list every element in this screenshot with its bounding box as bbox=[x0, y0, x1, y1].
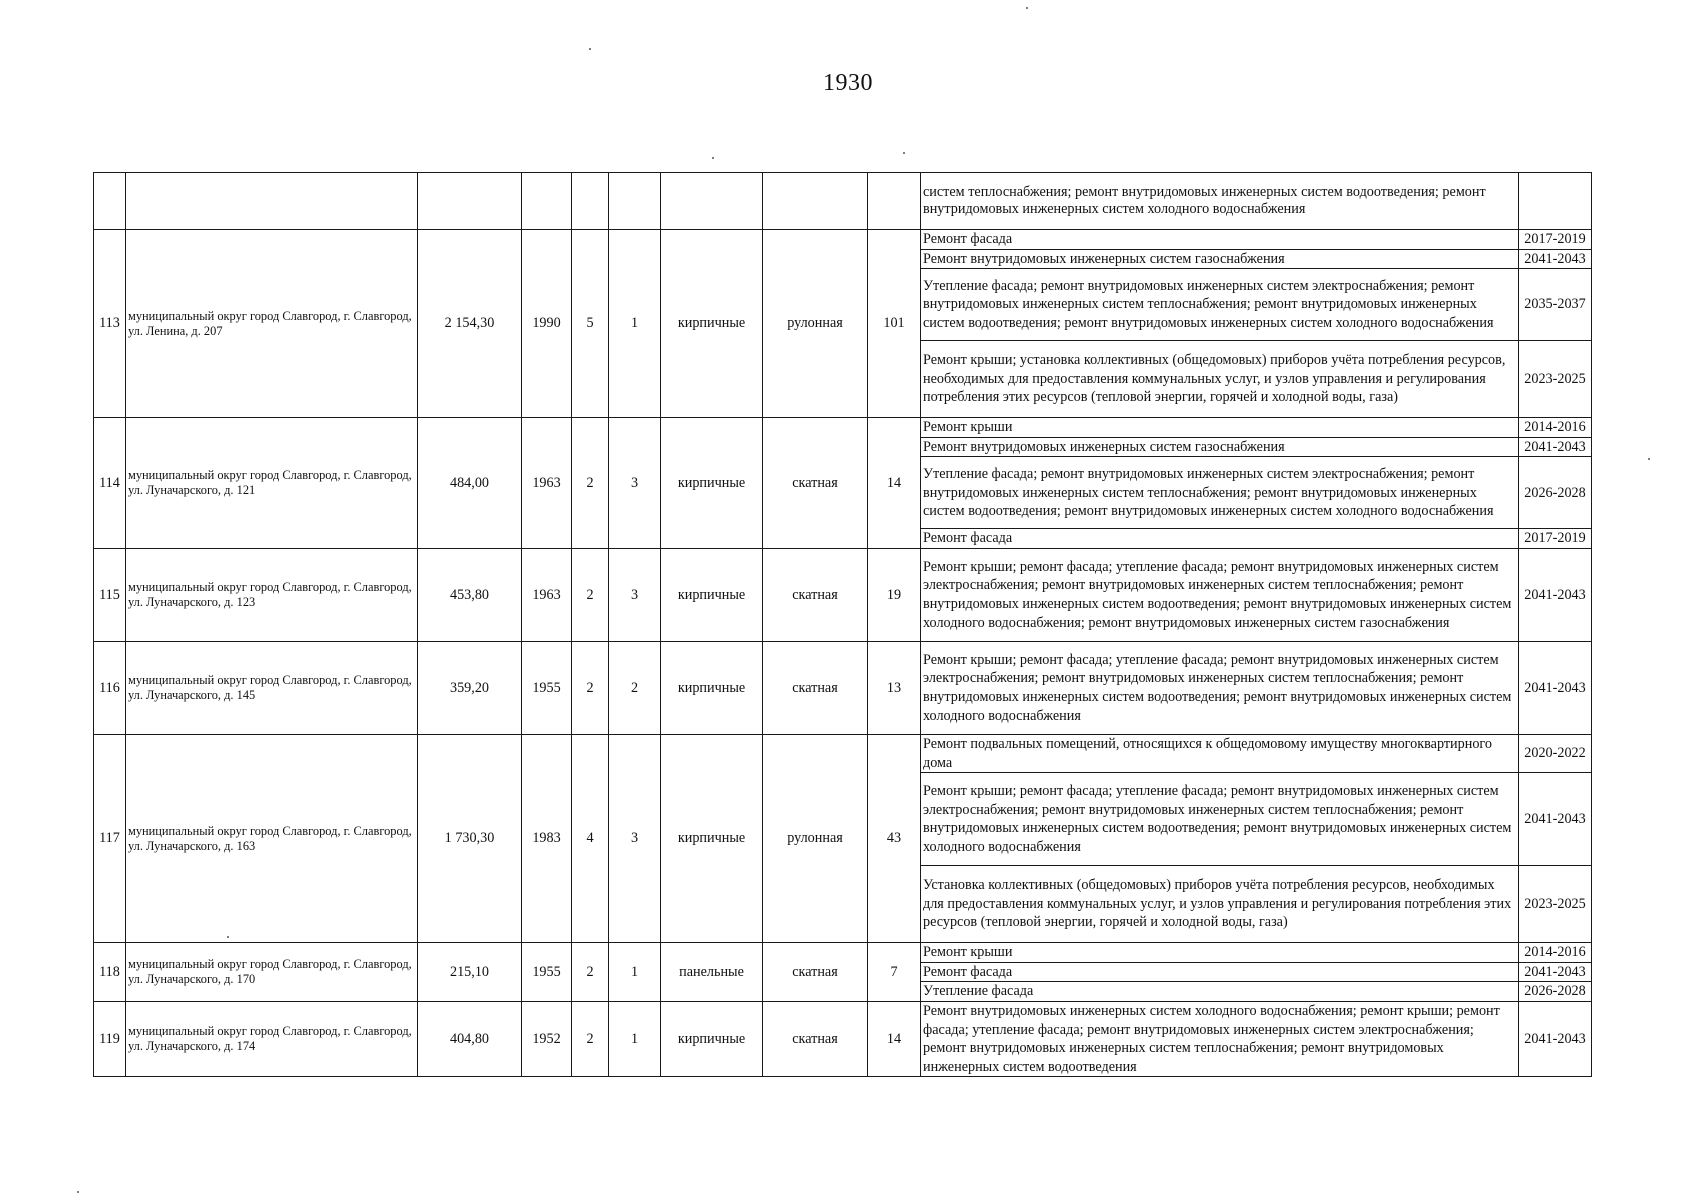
floor-count: 4 bbox=[572, 734, 609, 942]
house-area: 2 154,30 bbox=[418, 230, 522, 418]
empty-cell bbox=[522, 173, 572, 230]
house-area: 1 730,30 bbox=[418, 734, 522, 942]
row-number: 113 bbox=[94, 230, 126, 418]
work-description: Ремонт крыши; ремонт фасада; утепление фасада; ремонт внутридомовых инженерных систем электроснабжения; ремонт внутридомовых инженерных систем теплоснабжения; ремонт внутридомовых инженерных систем водоотведения; ремонт внутридомовых инженерных систем холодного водоснабжения; ремонт внутридомовых инженерных систем газоснабжения bbox=[921, 548, 1519, 641]
page-number: 1930 bbox=[823, 70, 873, 96]
entrance-count: 1 bbox=[609, 1001, 661, 1076]
build-year: 1955 bbox=[522, 943, 572, 1002]
work-description: Ремонт внутридомовых инженерных систем холодного водоснабжения; ремонт крыши; ремонт фасада; утепление фасада; ремонт внутридомовых инженерных систем электроснабжения; ремонт внутридомовых инженерных систем теплоснабжения; ремонт внутридомовых инженерных систем водоотведения bbox=[921, 1001, 1519, 1076]
work-description: Ремонт крыши; установка коллективных (общедомовых) приборов учёта потребления ресурсов, необходимых для предоставления коммунальных услуг, и узлов управления и регулирования потребления этих ресурсов (тепловой энергии, горячей и холодной воды, газа) bbox=[921, 341, 1519, 418]
wall-material: кирпичные bbox=[661, 548, 763, 641]
house-address: муниципальный округ город Славгород, г. Славгород, ул. Луначарского, д. 145 bbox=[126, 641, 418, 734]
empty-cell bbox=[763, 173, 868, 230]
work-description: Ремонт фасада bbox=[921, 529, 1519, 549]
work-description: Утепление фасада; ремонт внутридомовых инженерных систем электроснабжения; ремонт внутридомовых инженерных систем теплоснабжения; ремонт внутридомовых инженерных систем водоотведения; ремонт внутридомовых инженерных систем холодного водоснабжения bbox=[921, 457, 1519, 529]
roof-type: рулонная bbox=[763, 734, 868, 942]
work-period: 2026-2028 bbox=[1519, 982, 1592, 1002]
work-period bbox=[1519, 173, 1592, 230]
house-area: 215,10 bbox=[418, 943, 522, 1002]
build-year: 1963 bbox=[522, 418, 572, 549]
work-period: 2017-2019 bbox=[1519, 230, 1592, 250]
work-description: Ремонт крыши; ремонт фасада; утепление фасада; ремонт внутридомовых инженерных систем электроснабжения; ремонт внутридомовых инженерных систем теплоснабжения; ремонт внутридомовых инженерных систем водоотведения; ремонт внутридомовых инженерных систем холодного водоснабжения bbox=[921, 641, 1519, 734]
resident-count: 43 bbox=[868, 734, 921, 942]
work-period: 2041-2043 bbox=[1519, 249, 1592, 269]
work-description: Ремонт внутридомовых инженерных систем газоснабжения bbox=[921, 437, 1519, 457]
empty-cell bbox=[661, 173, 763, 230]
row-number: 115 bbox=[94, 548, 126, 641]
entrance-count: 3 bbox=[609, 734, 661, 942]
wall-material: панельные bbox=[661, 943, 763, 1002]
work-period: 2017-2019 bbox=[1519, 529, 1592, 549]
work-period: 2035-2037 bbox=[1519, 269, 1592, 341]
floor-count: 2 bbox=[572, 418, 609, 549]
roof-type: скатная bbox=[763, 641, 868, 734]
empty-cell bbox=[418, 173, 522, 230]
table-row bbox=[94, 1001, 1592, 1076]
resident-count: 19 bbox=[868, 548, 921, 641]
work-period: 2014-2016 bbox=[1519, 418, 1592, 438]
wall-material: кирпичные bbox=[661, 418, 763, 549]
row-number: 117 bbox=[94, 734, 126, 942]
work-description: систем теплоснабжения; ремонт внутридомовых инженерных систем водоотведения; ремонт внутридомовых инженерных систем холодного водоснабжения bbox=[921, 173, 1519, 230]
work-description: Ремонт фасада bbox=[921, 962, 1519, 982]
wall-material: кирпичные bbox=[661, 1001, 763, 1076]
resident-count: 14 bbox=[868, 1001, 921, 1076]
work-period: 2023-2025 bbox=[1519, 866, 1592, 943]
work-period: 2041-2043 bbox=[1519, 641, 1592, 734]
floor-count: 2 bbox=[572, 943, 609, 1002]
floor-count: 2 bbox=[572, 1001, 609, 1076]
floor-count: 5 bbox=[572, 230, 609, 418]
table-row bbox=[94, 548, 1592, 641]
build-year: 1983 bbox=[522, 734, 572, 942]
house-address: муниципальный округ город Славгород, г. Славгород, ул. Ленина, д. 207 bbox=[126, 230, 418, 418]
house-address: муниципальный округ город Славгород, г. Славгород, ул. Луначарского, д. 121 bbox=[126, 418, 418, 549]
table-row bbox=[94, 418, 1592, 438]
empty-cell bbox=[572, 173, 609, 230]
build-year: 1990 bbox=[522, 230, 572, 418]
roof-type: скатная bbox=[763, 943, 868, 1002]
work-description: Установка коллективных (общедомовых) приборов учёта потребления ресурсов, необходимых для предоставления коммунальных услуг, и узлов управления и регулирования потребления этих ресурсов (тепловой энергии, горячей и холодной воды, газа) bbox=[921, 866, 1519, 943]
row-number: 118 bbox=[94, 943, 126, 1002]
house-area: 453,80 bbox=[418, 548, 522, 641]
work-period: 2014-2016 bbox=[1519, 943, 1592, 963]
resident-count: 13 bbox=[868, 641, 921, 734]
house-area: 484,00 bbox=[418, 418, 522, 549]
floor-count: 2 bbox=[572, 641, 609, 734]
build-year: 1952 bbox=[522, 1001, 572, 1076]
house-area: 359,20 bbox=[418, 641, 522, 734]
work-period: 2041-2043 bbox=[1519, 1001, 1592, 1076]
empty-cell bbox=[126, 173, 418, 230]
work-period: 2023-2025 bbox=[1519, 341, 1592, 418]
roof-type: скатная bbox=[763, 418, 868, 549]
table-row bbox=[94, 734, 1592, 772]
resident-count: 101 bbox=[868, 230, 921, 418]
work-description: Ремонт внутридомовых инженерных систем газоснабжения bbox=[921, 249, 1519, 269]
entrance-count: 2 bbox=[609, 641, 661, 734]
row-number: 116 bbox=[94, 641, 126, 734]
resident-count: 14 bbox=[868, 418, 921, 549]
work-description: Утепление фасада bbox=[921, 982, 1519, 1002]
work-period: 2026-2028 bbox=[1519, 457, 1592, 529]
work-description: Ремонт крыши; ремонт фасада; утепление фасада; ремонт внутридомовых инженерных систем электроснабжения; ремонт внутридомовых инженерных систем теплоснабжения; ремонт внутридомовых инженерных систем водоотведения; ремонт внутридомовых инженерных систем холодного водоснабжения bbox=[921, 773, 1519, 866]
house-address: муниципальный округ город Славгород, г. Славгород, ул. Луначарского, д. 123 bbox=[126, 548, 418, 641]
work-period: 2041-2043 bbox=[1519, 548, 1592, 641]
row-number: 119 bbox=[94, 1001, 126, 1076]
table-row bbox=[94, 943, 1592, 963]
work-description: Утепление фасада; ремонт внутридомовых инженерных систем электроснабжения; ремонт внутридомовых инженерных систем теплоснабжения; ремонт внутридомовых инженерных систем водоотведения; ремонт внутридомовых инженерных систем холодного водоснабжения bbox=[921, 269, 1519, 341]
wall-material: кирпичные bbox=[661, 734, 763, 942]
capital-repair-table bbox=[93, 172, 1592, 1077]
wall-material: кирпичные bbox=[661, 641, 763, 734]
entrance-count: 3 bbox=[609, 418, 661, 549]
house-area: 404,80 bbox=[418, 1001, 522, 1076]
row-number: 114 bbox=[94, 418, 126, 549]
work-description: Ремонт фасада bbox=[921, 230, 1519, 250]
roof-type: скатная bbox=[763, 1001, 868, 1076]
roof-type: рулонная bbox=[763, 230, 868, 418]
entrance-count: 1 bbox=[609, 943, 661, 1002]
house-address: муниципальный округ город Славгород, г. Славгород, ул. Луначарского, д. 174 bbox=[126, 1001, 418, 1076]
work-period: 2041-2043 bbox=[1519, 437, 1592, 457]
work-description: Ремонт крыши bbox=[921, 418, 1519, 438]
empty-cell bbox=[94, 173, 126, 230]
resident-count: 7 bbox=[868, 943, 921, 1002]
work-period: 2041-2043 bbox=[1519, 773, 1592, 866]
table-row bbox=[94, 641, 1592, 734]
empty-cell bbox=[609, 173, 661, 230]
work-description: Ремонт подвальных помещений, относящихся к общедомовому имуществу многоквартирного дома bbox=[921, 734, 1519, 772]
floor-count: 2 bbox=[572, 548, 609, 641]
empty-cell bbox=[868, 173, 921, 230]
table-body bbox=[94, 173, 1592, 1077]
work-period: 2041-2043 bbox=[1519, 962, 1592, 982]
house-address: муниципальный округ город Славгород, г. Славгород, ул. Луначарского, д. 170 bbox=[126, 943, 418, 1002]
house-address: муниципальный округ город Славгород, г. Славгород, ул. Луначарского, д. 163 bbox=[126, 734, 418, 942]
roof-type: скатная bbox=[763, 548, 868, 641]
table-row bbox=[94, 230, 1592, 250]
entrance-count: 1 bbox=[609, 230, 661, 418]
work-period: 2020-2022 bbox=[1519, 734, 1592, 772]
wall-material: кирпичные bbox=[661, 230, 763, 418]
build-year: 1963 bbox=[522, 548, 572, 641]
build-year: 1955 bbox=[522, 641, 572, 734]
entrance-count: 3 bbox=[609, 548, 661, 641]
continuation-row bbox=[94, 173, 1592, 230]
work-description: Ремонт крыши bbox=[921, 943, 1519, 963]
